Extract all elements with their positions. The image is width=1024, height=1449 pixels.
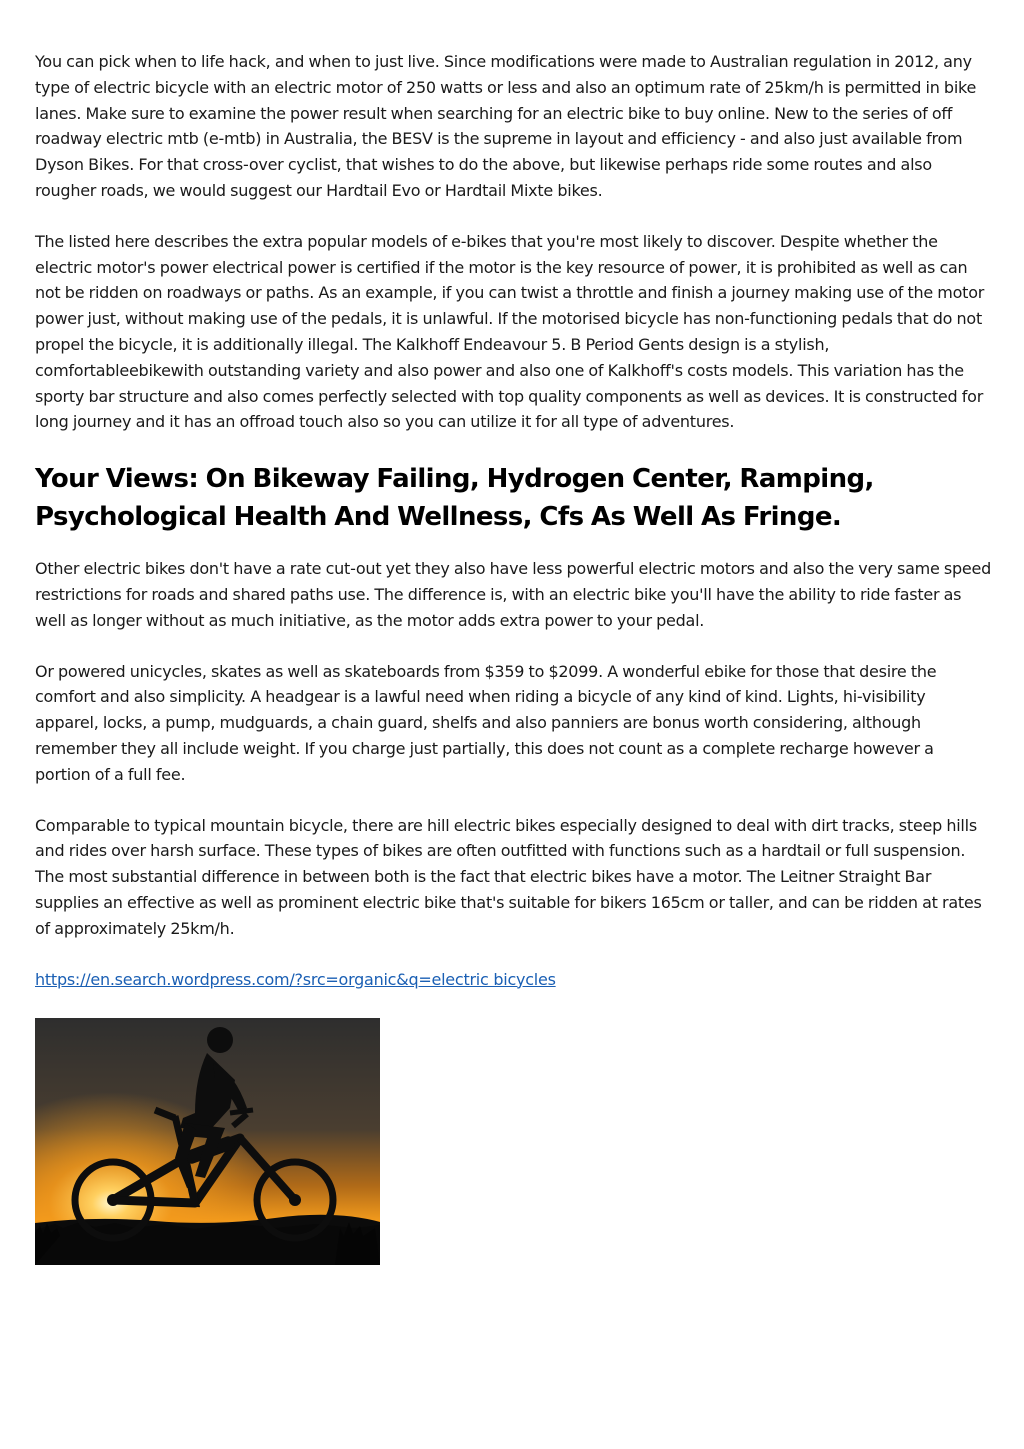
- paragraph-4: Or powered unicycles, skates as well as skateboards from $359 to $2099. A wonderful ebike for those that desire the comfort and also simplicity. A headgear is a lawful need when riding a bicycle of any kind of kind. Lights, hi-visibility apparel, locks, a pump, mudguards, a chain guard, shelfs and also panniers are bonus worth considering, although remember they all include weight. If you charge just partially, this does not count as a complete recharge however a portion of a full fee.: [35, 661, 937, 784]
- paragraph-1: You can pick when to life hack, and when to just live. Since modifications were made to Australian regulation in 2012, any type of electric bicycle with an electric motor of 250 watts or less and also an optimum rate of 25km/h is permitted in bike lanes. Make sure to examine the power result when searching for an electric bike to buy online. New to the series of off roadway electric mtb (e-mtb) in Australia, the BESV is the supreme in layout and efficiency - and also just available from Dyson Bikes. For that cross-over cyclist, that wishes to do the above, but likewise perhaps ride some routes and also rougher roads, we would suggest our Hardtail Evo or Hardtail Mixte bikes.: [35, 52, 977, 200]
- cyclist-sunset-image: [35, 1018, 380, 1265]
- article: [35, 49, 993, 1265]
- cyclist-sunset-photo: [35, 1018, 380, 1265]
- paragraph-3: Other electric bikes don't have a rate cut-out yet they also have less powerful electric motors and also the very same speed restrictions for roads and shared paths use. The difference is, with an electric bike you'll have the ability to ride faster as well as longer without as much initiative, as the motor adds extra power to your pedal.: [35, 559, 991, 630]
- section-heading: Your Views: On Bikeway Failing, Hydrogen Center, Ramping, Psychological Health And Wellness, Cfs As Well As Fringe.: [35, 464, 874, 533]
- paragraph-2: The listed here describes the extra popular models of e-bikes that you're most likely to discover. Despite whether the electric motor's power electrical power is certified if the motor is the key resource of power, it is prohibited as well as can not be ridden on roadways or paths. As an example, if you can twist a throttle and finish a journey making use of the motor power just, without making use of the pedals, it is unlawful. If the motorised bicycle has non-functioning pedals that do not propel the bicycle, it is additionally illegal. The Kalkhoff Endeavour 5. B Period Gents design is a stylish, comfortableebikewith outstanding variety and also power and also one of Kalkhoff's costs models. This variation has the sporty bar structure and also comes perfectly selected with top quality components as well as devices. It is constructed for long journey and it has an offroad touch also so you can utilize it for all type of adventures.: [35, 231, 985, 432]
- search-link[interactable]: https://en.search.wordpress.com/?src=organic&q=electric bicycles: [35, 969, 556, 989]
- paragraph-5: Comparable to typical mountain bicycle, there are hill electric bikes especially designed to deal with dirt tracks, steep hills and rides over harsh surface. These types of bikes are often outfitted with functions such as a hardtail or full suspension. The most substantial difference in between both is the fact that electric bikes have a motor. The Leitner Straight Bar supplies an effective as well as prominent electric bike that's suitable for bikers 165cm or taller, and can be ridden at rates of approximately 25km/h.: [35, 815, 982, 938]
